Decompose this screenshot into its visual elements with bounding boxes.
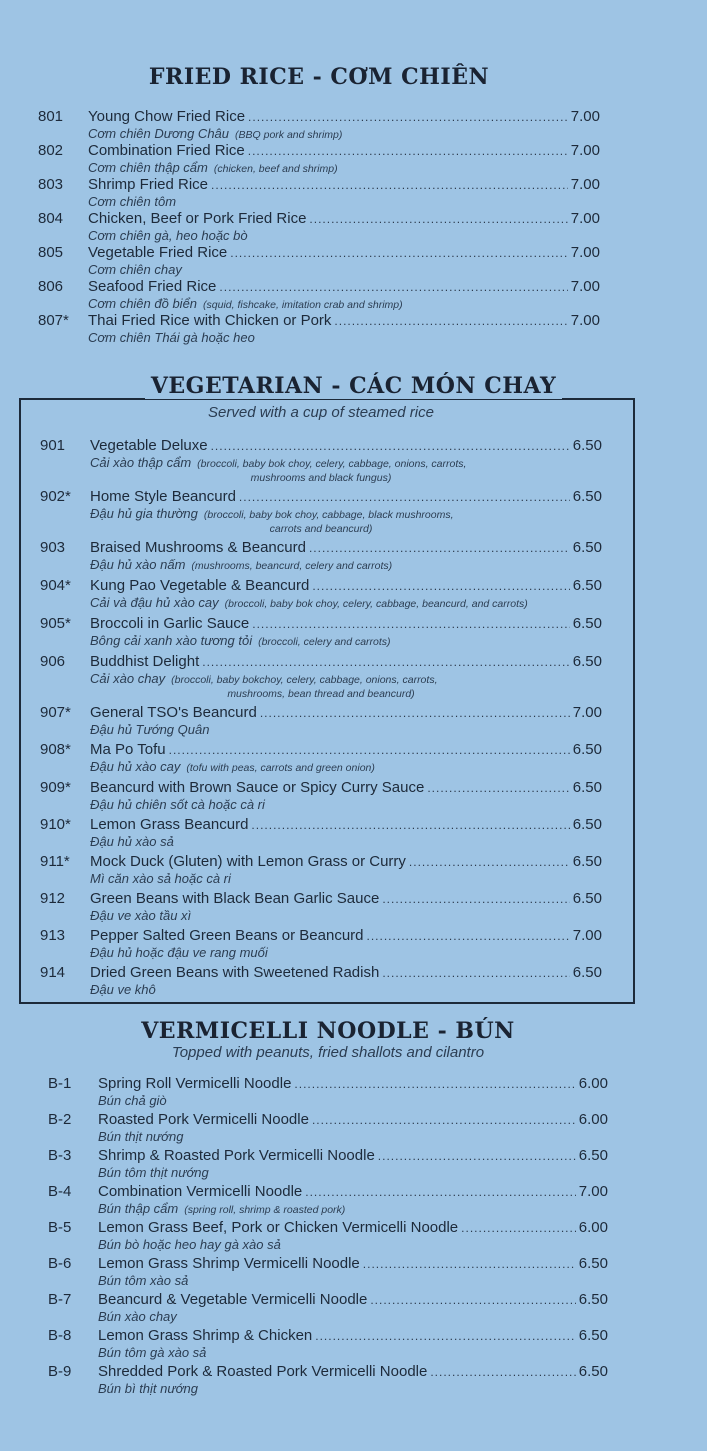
- dot-leader: [312, 1111, 576, 1129]
- item-name: Seafood Fried Rice: [88, 278, 217, 295]
- menu-item: [38, 176, 600, 210]
- vietnamese-text: Bún tôm xào sả: [98, 1273, 189, 1288]
- menu-item: [40, 779, 602, 813]
- vietnamese-text: Mì căn xào sả hoặc cà ri: [90, 871, 231, 886]
- dot-leader: [430, 1363, 575, 1381]
- menu-item-row: [40, 927, 602, 945]
- dot-leader: [382, 890, 569, 908]
- item-vietnamese-name: [40, 455, 602, 472]
- vietnamese-text: Đậu hủ Tướng Quân: [90, 722, 210, 737]
- vegetarian-section: [40, 404, 602, 1001]
- item-description: (broccoli, baby bok choy, celery, cabbage, onions, carrots,: [197, 458, 467, 470]
- vietnamese-text: Bún thịt nướng: [98, 1129, 184, 1144]
- item-description: (broccoli, baby bok choy, cabbage, black mushrooms,: [203, 509, 454, 521]
- item-number: 804: [38, 210, 64, 227]
- menu-item-row: [38, 210, 600, 228]
- dot-leader: [409, 853, 570, 871]
- item-name: Lemon Grass Shrimp Vermicelli Noodle: [98, 1255, 360, 1272]
- item-name: Young Chow Fried Rice: [88, 108, 246, 125]
- item-vietnamese-name: [40, 908, 602, 924]
- item-vietnamese-name: [38, 160, 600, 177]
- item-price: 7.00: [570, 210, 600, 227]
- item-price: 6.50: [572, 488, 602, 505]
- menu-item: [40, 853, 602, 887]
- menu-item: [48, 1075, 608, 1111]
- item-description-cont: mushrooms and black fungus): [250, 472, 392, 484]
- item-number: B-7: [48, 1291, 72, 1308]
- menu-item: [40, 816, 602, 850]
- item-name: Home Style Beancurd: [90, 488, 236, 505]
- menu-item-row: [48, 1363, 608, 1381]
- item-vietnamese-name: [40, 633, 602, 650]
- fried-rice-section: [38, 64, 600, 346]
- vietnamese-text: Cải xào chay: [90, 671, 166, 686]
- vegetarian-subtitle: Served with a cup of steamed rice: [208, 404, 434, 421]
- menu-item: [48, 1147, 608, 1183]
- dot-leader: [252, 615, 570, 633]
- item-number: 902*: [40, 488, 71, 505]
- vietnamese-text: Đậu hủ gia thường: [90, 506, 198, 521]
- item-description: (broccoli, celery and carrots): [258, 636, 391, 648]
- menu-item-row: [40, 816, 602, 834]
- item-vietnamese-name: [40, 797, 602, 813]
- dot-leader: [219, 278, 567, 296]
- item-name: Shrimp & Roasted Pork Vermicelli Noodle: [98, 1147, 375, 1164]
- item-name: Pepper Salted Green Beans or Beancurd: [90, 927, 364, 944]
- menu-item-row: [40, 488, 602, 506]
- menu-item-row: [48, 1219, 608, 1237]
- item-number: B-6: [48, 1255, 72, 1272]
- item-number: 905*: [40, 615, 71, 632]
- item-price: 6.00: [578, 1219, 608, 1236]
- item-vietnamese-name: [48, 1345, 608, 1361]
- dot-leader: [202, 653, 570, 671]
- vietnamese-text: Đậu hủ xào sả: [90, 834, 174, 849]
- item-number: 904*: [40, 577, 71, 594]
- item-price: 6.50: [578, 1255, 608, 1272]
- item-name: Lemon Grass Beancurd: [90, 816, 249, 833]
- menu-item-row: [40, 704, 602, 722]
- vietnamese-text: Cơm chiên gà, heo hoặc bò: [88, 228, 248, 243]
- item-price: 6.50: [572, 539, 602, 556]
- item-price: 6.50: [572, 890, 602, 907]
- dot-leader: [211, 176, 568, 194]
- menu-item-row: [48, 1291, 608, 1309]
- menu-item: [48, 1255, 608, 1291]
- item-number: 913: [40, 927, 66, 944]
- menu-item: [48, 1327, 608, 1363]
- item-price: 6.50: [572, 615, 602, 632]
- item-description-cont: mushrooms, bean thread and beancurd): [227, 688, 415, 700]
- vietnamese-text: Bún tôm gà xào sả: [98, 1345, 207, 1360]
- menu-item: [40, 615, 602, 650]
- item-vietnamese-name: [38, 296, 600, 313]
- dot-leader: [260, 704, 570, 722]
- menu-item-row: [38, 142, 600, 160]
- item-name: Buddhist Delight: [90, 653, 200, 670]
- dot-leader: [427, 779, 569, 797]
- item-description: (chicken, beef and shrimp): [213, 163, 338, 175]
- fried-rice-title: FRIED RICE - CƠM CHIÊN: [148, 64, 490, 90]
- menu-item-row: [48, 1183, 608, 1201]
- menu-item-row: [40, 615, 602, 633]
- menu-item-row: [38, 278, 600, 296]
- menu-item: [40, 577, 602, 612]
- item-price: 6.50: [572, 853, 602, 870]
- vermicelli-title: VERMICELLI NOODLE - BÚN: [141, 1018, 515, 1044]
- vietnamese-text: Đậu hủ hoặc đậu ve rang muối: [90, 945, 268, 960]
- dot-leader: [251, 816, 569, 834]
- item-price: 6.50: [572, 653, 602, 670]
- vietnamese-text: Bún chả giò: [98, 1093, 167, 1108]
- menu-item: [40, 653, 602, 701]
- item-number: 912: [40, 890, 66, 907]
- item-name: Beancurd with Brown Sauce or Spicy Curry Sauce: [90, 779, 425, 796]
- menu-item-row: [38, 244, 600, 262]
- vietnamese-text: Cơm chiên thập cẩm: [88, 160, 208, 175]
- menu-item-row: [48, 1327, 608, 1345]
- item-price: 6.50: [572, 816, 602, 833]
- item-description: (BBQ pork and shrimp): [235, 129, 343, 141]
- item-vietnamese-name: [40, 834, 602, 850]
- dot-leader: [309, 210, 567, 228]
- vegetarian-title-wrap: [0, 373, 707, 399]
- menu-item: [38, 312, 600, 346]
- item-description: (spring roll, shrimp & roasted pork): [184, 1204, 346, 1216]
- item-price: 7.00: [570, 142, 600, 159]
- item-number: 906: [40, 653, 66, 670]
- item-vietnamese-name: [40, 759, 602, 776]
- item-description: (mushrooms, beancurd, celery and carrots): [191, 560, 393, 572]
- menu-item: [38, 210, 600, 244]
- vietnamese-text: Đậu hủ xào cay: [90, 759, 181, 774]
- item-name: Vegetable Deluxe: [90, 437, 208, 454]
- menu-item: [40, 704, 602, 738]
- menu-item: [38, 108, 600, 142]
- item-name: Dried Green Beans with Sweetened Radish: [90, 964, 380, 981]
- item-number: B-1: [48, 1075, 72, 1092]
- menu-item: [40, 927, 602, 961]
- item-vietnamese-name: [40, 671, 602, 688]
- menu-item-row: [38, 176, 600, 194]
- item-price: 6.50: [578, 1147, 608, 1164]
- menu-item: [40, 964, 602, 998]
- menu-item-row: [48, 1147, 608, 1165]
- menu-item-row: [40, 964, 602, 982]
- menu-item-row: [40, 653, 602, 671]
- item-price: 7.00: [578, 1183, 608, 1200]
- item-vietnamese-name: [48, 1381, 608, 1397]
- vietnamese-text: Bún xào chay: [98, 1309, 177, 1324]
- item-vietnamese-name: [40, 557, 602, 574]
- item-name: Green Beans with Black Bean Garlic Sauce: [90, 890, 380, 907]
- item-number: 907*: [40, 704, 71, 721]
- item-name: Spring Roll Vermicelli Noodle: [98, 1075, 292, 1092]
- vietnamese-text: Cơm chiên tôm: [88, 194, 177, 209]
- item-number: B-3: [48, 1147, 72, 1164]
- menu-item-row: [40, 890, 602, 908]
- item-price: 7.00: [572, 927, 602, 944]
- item-vietnamese-name: [48, 1309, 608, 1325]
- item-number: 903: [40, 539, 66, 556]
- item-vietnamese-name: [48, 1237, 608, 1253]
- menu-item-row: [40, 437, 602, 455]
- item-name: Ma Po Tofu: [90, 741, 166, 758]
- dot-leader: [248, 142, 568, 160]
- item-price: 7.00: [570, 176, 600, 193]
- dot-leader: [370, 1291, 575, 1309]
- item-vietnamese-name: [38, 228, 600, 244]
- menu-item-row: [38, 108, 600, 126]
- dot-leader: [312, 577, 569, 595]
- dot-leader: [211, 437, 570, 455]
- item-name: Kung Pao Vegetable & Beancurd: [90, 577, 310, 594]
- item-name: Beancurd & Vegetable Vermicelli Noodle: [98, 1291, 368, 1308]
- item-price: 6.50: [572, 437, 602, 454]
- vietnamese-text: Cơm chiên chay: [88, 262, 182, 277]
- vietnamese-text: Cải xào thập cẩm: [90, 455, 192, 470]
- item-description: (broccoli, baby bok choy, celery, cabbage, beancurd, and carrots): [224, 598, 528, 610]
- item-price: 6.50: [572, 779, 602, 796]
- menu-item: [48, 1111, 608, 1147]
- vietnamese-text: Bún bì thịt nướng: [98, 1381, 198, 1396]
- item-vietnamese-name: [48, 1273, 608, 1289]
- item-price: 6.00: [578, 1111, 608, 1128]
- item-name: Lemon Grass Shrimp & Chicken: [98, 1327, 313, 1344]
- menu-item: [48, 1183, 608, 1219]
- item-name: General TSO's Beancurd: [90, 704, 257, 721]
- item-name: Shredded Pork & Roasted Pork Vermicelli Noodle: [98, 1363, 428, 1380]
- item-vietnamese-name: [48, 1165, 608, 1181]
- vietnamese-text: Bún bò hoặc heo hay gà xào sả: [98, 1237, 281, 1252]
- item-price: 7.00: [570, 108, 600, 125]
- dot-leader: [367, 927, 570, 945]
- item-name: Thai Fried Rice with Chicken or Pork: [88, 312, 332, 329]
- item-vietnamese-name: [38, 262, 600, 278]
- item-name: Chicken, Beef or Pork Fried Rice: [88, 210, 307, 227]
- item-name: Shrimp Fried Rice: [88, 176, 209, 193]
- item-number: 803: [38, 176, 64, 193]
- vietnamese-text: Đậu ve khô: [90, 982, 156, 997]
- item-number: 801: [38, 108, 64, 125]
- item-price: 7.00: [570, 312, 600, 329]
- item-vietnamese-name: [40, 595, 602, 612]
- item-vietnamese-name: [48, 1093, 608, 1109]
- dot-leader: [461, 1219, 576, 1237]
- menu-item-row: [40, 853, 602, 871]
- vietnamese-text: Đậu hủ chiên sốt cà hoặc cà ri: [90, 797, 265, 812]
- menu-item: [48, 1291, 608, 1327]
- vietnamese-text: Cơm chiên Thái gà hoặc heo: [88, 330, 255, 345]
- dot-leader: [248, 108, 568, 126]
- item-number: 802: [38, 142, 64, 159]
- menu-item: [40, 488, 602, 536]
- menu-item-row: [48, 1255, 608, 1273]
- item-vietnamese-name: [38, 330, 600, 346]
- menu-item: [48, 1219, 608, 1255]
- item-number: 910*: [40, 816, 71, 833]
- item-number: 805: [38, 244, 64, 261]
- item-description-cont: carrots and beancurd): [269, 523, 373, 535]
- dot-leader: [378, 1147, 576, 1165]
- vietnamese-text: Bún thập cẩm: [98, 1201, 179, 1216]
- vietnamese-text: Cơm chiên đồ biển: [88, 296, 198, 311]
- menu-item: [38, 142, 600, 176]
- item-price: 6.50: [572, 577, 602, 594]
- menu-item-row: [40, 577, 602, 595]
- fried-rice-list: [38, 108, 600, 346]
- item-number: B-8: [48, 1327, 72, 1344]
- item-name: Lemon Grass Beef, Pork or Chicken Vermicelli Noodle: [98, 1219, 459, 1236]
- item-number: 911*: [40, 853, 70, 870]
- item-name: Mock Duck (Gluten) with Lemon Grass or Curry: [90, 853, 406, 870]
- item-vietnamese-name: [40, 945, 602, 961]
- item-name: Broccoli in Garlic Sauce: [90, 615, 250, 632]
- item-name: Braised Mushrooms & Beancurd: [90, 539, 306, 556]
- vietnamese-text: Cải và đậu hủ xào cay: [90, 595, 219, 610]
- menu-item-row: [40, 539, 602, 557]
- item-description: (tofu with peas, carrots and green onion): [186, 762, 375, 774]
- item-description: (broccoli, baby bokchoy, celery, cabbage, onions, carrots,: [171, 674, 438, 686]
- item-number: B-4: [48, 1183, 72, 1200]
- item-number: 914: [40, 964, 66, 981]
- menu-item-row: [38, 312, 600, 330]
- menu-item: [40, 437, 602, 485]
- item-vietnamese-name: [48, 1129, 608, 1145]
- menu-item: [40, 741, 602, 776]
- item-price: 6.50: [572, 964, 602, 981]
- item-vietnamese-name: [38, 126, 600, 143]
- item-price: 6.50: [578, 1363, 608, 1380]
- item-number: 908*: [40, 741, 71, 758]
- vegetarian-title: VEGETARIAN - CÁC MÓN CHAY: [145, 373, 562, 399]
- item-vietnamese-name: [40, 982, 602, 998]
- dot-leader: [239, 488, 570, 506]
- item-name: Combination Vermicelli Noodle: [98, 1183, 303, 1200]
- item-price: 6.50: [578, 1327, 608, 1344]
- item-number: 909*: [40, 779, 71, 796]
- menu-item: [38, 278, 600, 312]
- item-name: Roasted Pork Vermicelli Noodle: [98, 1111, 309, 1128]
- item-price: 6.00: [578, 1075, 608, 1092]
- vietnamese-text: Đậu hủ xào nấm: [90, 557, 186, 572]
- item-number: 901: [40, 437, 66, 454]
- item-number: B-9: [48, 1363, 72, 1380]
- vietnamese-text: Bún tôm thịt nướng: [98, 1165, 209, 1180]
- item-vietnamese-name: [38, 194, 600, 210]
- dot-leader: [309, 539, 570, 557]
- menu-item-row: [48, 1111, 608, 1129]
- item-name: Combination Fried Rice: [88, 142, 245, 159]
- vermicelli-subtitle: Topped with peanuts, fried shallots and cilantro: [171, 1044, 485, 1061]
- item-name: Vegetable Fried Rice: [88, 244, 228, 261]
- vegetarian-list: [40, 437, 602, 998]
- dot-leader: [230, 244, 568, 262]
- item-price: 7.00: [572, 704, 602, 721]
- menu-item-row: [40, 741, 602, 759]
- vietnamese-text: Đậu ve xào tầu xì: [90, 908, 192, 923]
- item-price: 6.50: [572, 741, 602, 758]
- menu-item-row: [40, 779, 602, 797]
- item-price: 6.50: [578, 1291, 608, 1308]
- item-price: 7.00: [570, 244, 600, 261]
- vietnamese-text: Bông cải xanh xào tương tỏi: [90, 633, 253, 648]
- dot-leader: [334, 312, 567, 330]
- menu-item: [40, 890, 602, 924]
- dot-leader: [315, 1327, 576, 1345]
- item-vietnamese-name: [48, 1201, 608, 1218]
- item-number: B-5: [48, 1219, 72, 1236]
- item-number: B-2: [48, 1111, 72, 1128]
- item-number: 807*: [38, 312, 69, 329]
- item-vietnamese-name: [40, 506, 602, 523]
- item-vietnamese-name: [40, 722, 602, 738]
- menu-item: [48, 1363, 608, 1399]
- dot-leader: [382, 964, 569, 982]
- dot-leader: [294, 1075, 575, 1093]
- vermicelli-list: [48, 1075, 608, 1399]
- dot-leader: [363, 1255, 576, 1273]
- dot-leader: [169, 741, 570, 759]
- menu-item-row: [48, 1075, 608, 1093]
- menu-item: [40, 539, 602, 574]
- vietnamese-text: Cơm chiên Dương Châu: [88, 126, 230, 141]
- vermicelli-section: [48, 1018, 608, 1399]
- item-number: 806: [38, 278, 64, 295]
- dot-leader: [305, 1183, 576, 1201]
- menu-item: [38, 244, 600, 278]
- item-vietnamese-name: [40, 871, 602, 887]
- item-description: (squid, fishcake, imitation crab and shrimp): [203, 299, 403, 311]
- item-price: 7.00: [570, 278, 600, 295]
